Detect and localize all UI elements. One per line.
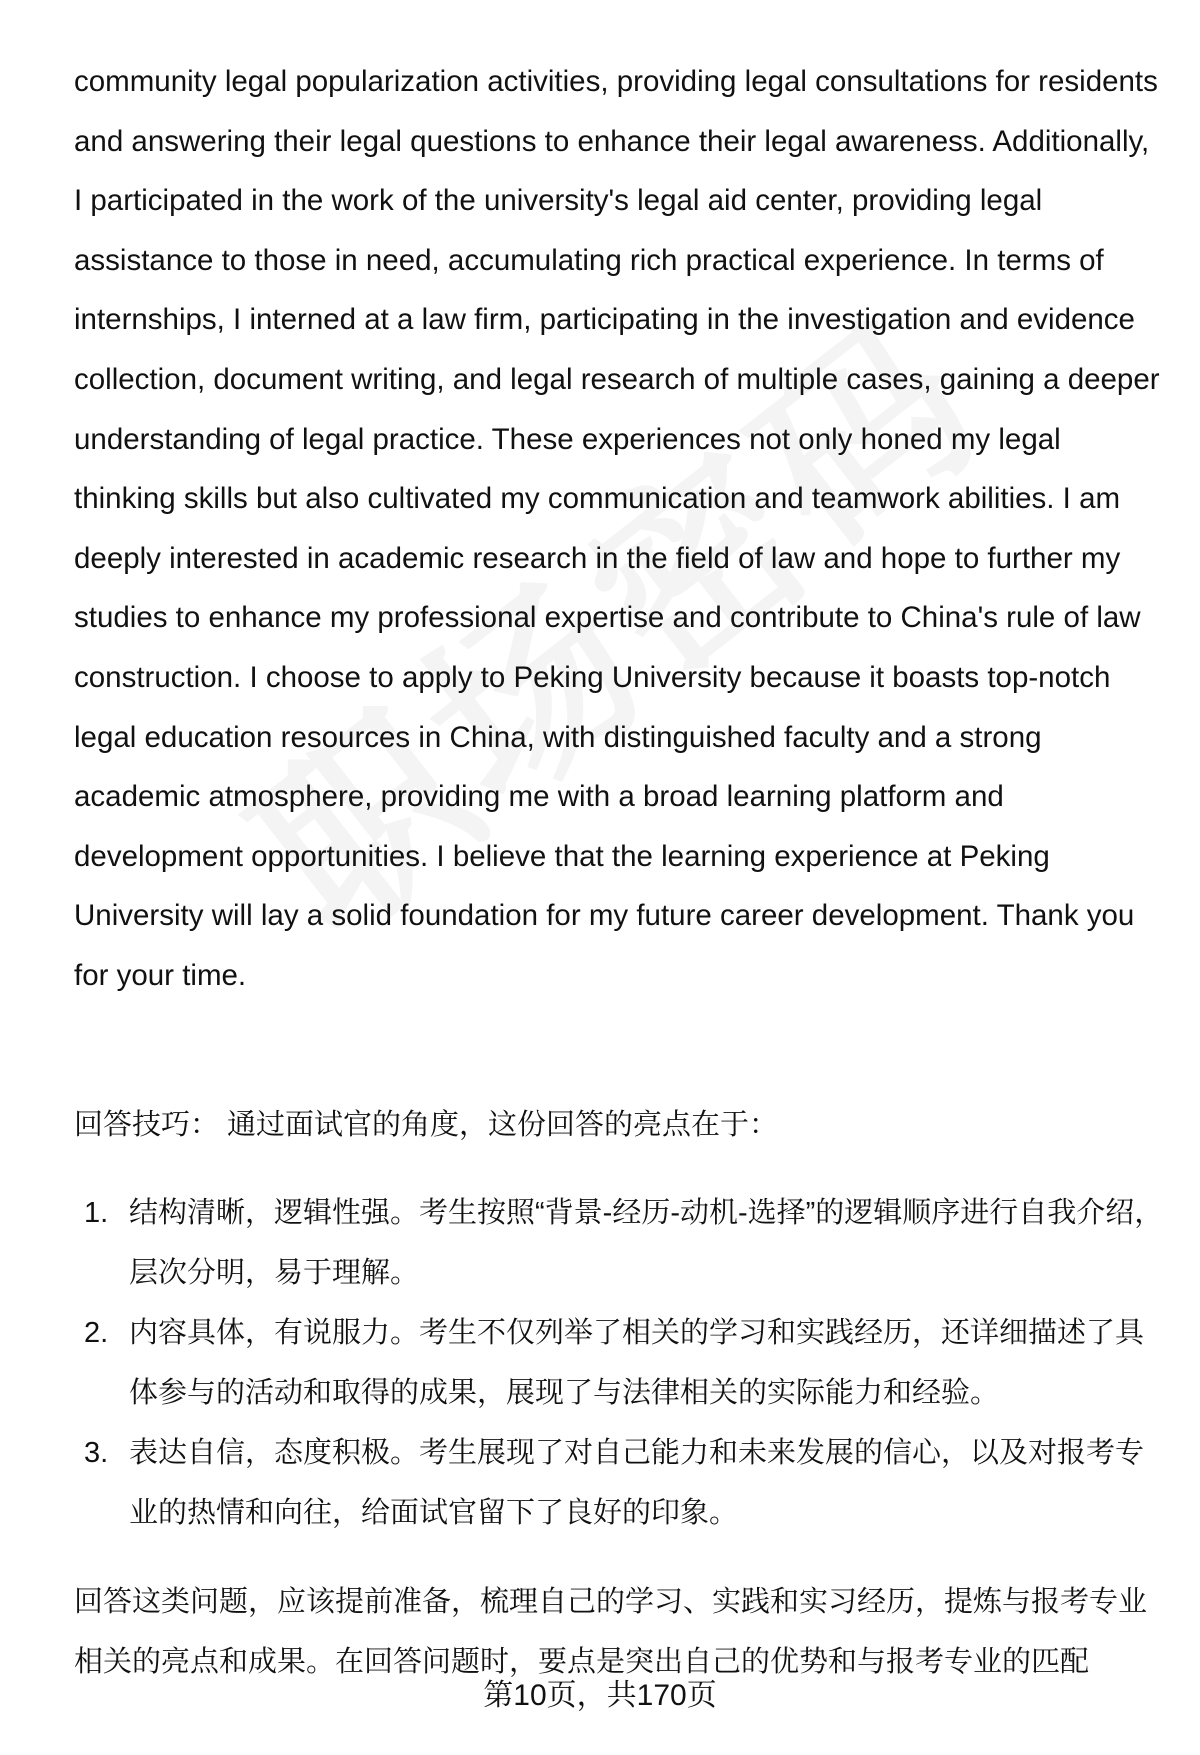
list-item-number: 1. [84, 1197, 109, 1229]
list-item-text: 内容具体，有说服力。考生不仅列举了相关的学习和实践经历，还详细描述了具体参与的活动和取得的成果，展现了与法律相关的实际能力和经验。 [129, 1317, 1145, 1409]
page-number: 第10页，共170页 [483, 1679, 717, 1712]
list-item-number: 3. [84, 1437, 109, 1469]
list-item [74, 1183, 1164, 1303]
tips-heading: 回答技巧： 通过面试官的角度，这份回答的亮点在于： [74, 1109, 779, 1141]
list-item [74, 1303, 1164, 1423]
list-item [74, 1423, 1164, 1543]
list-item-number: 2. [84, 1317, 109, 1349]
list-item-text: 结构清晰，逻辑性强。考生按照“背景-经历-动机-选择”的逻辑顺序进行自我介绍，层次分明，易于理解。 [129, 1197, 1164, 1289]
list-item-text: 表达自信，态度积极。考生展现了对自己能力和未来发展的信心，以及对报考专业的热情和向往，给面试官留下了良好的印象。 [129, 1437, 1145, 1529]
closing-paragraph: 回答这类问题，应该提前准备，梳理自己的学习、实践和实习经历，提炼与报考专业相关的亮点和成果。在回答问题时，要点是突出自己的优势和与报考专业的匹配 [74, 1586, 1148, 1678]
tips-list [74, 1183, 1164, 1543]
body-paragraph: community legal popularization activities, providing legal consultations for residents and answering their legal questions to enhance their legal awareness. Additionally, I participated in the work of the university's legal aid center, providing legal assistance to those in need, accumulating rich practical experience. In terms of internships, I interned at a law firm, participating in the investigation and evidence collection, document writing, and legal research of multiple cases, gaining a deeper understanding of legal practice. These experiences not only honed my legal thinking skills but also cultivated my communication and teamwork abilities. I am deeply interested in academic research in the field of law and hope to further my studies to enhance my professional expertise and contribute to China's rule of law construction. I choose to apply to Peking University because it boasts top-notch legal education resources in China, with distinguished faculty and a strong academic atmosphere, providing me with a broad learning platform and development opportunities. I believe that the learning experience at Peking University will lay a solid foundation for my future career development. Thank you for your time. [74, 65, 1160, 992]
